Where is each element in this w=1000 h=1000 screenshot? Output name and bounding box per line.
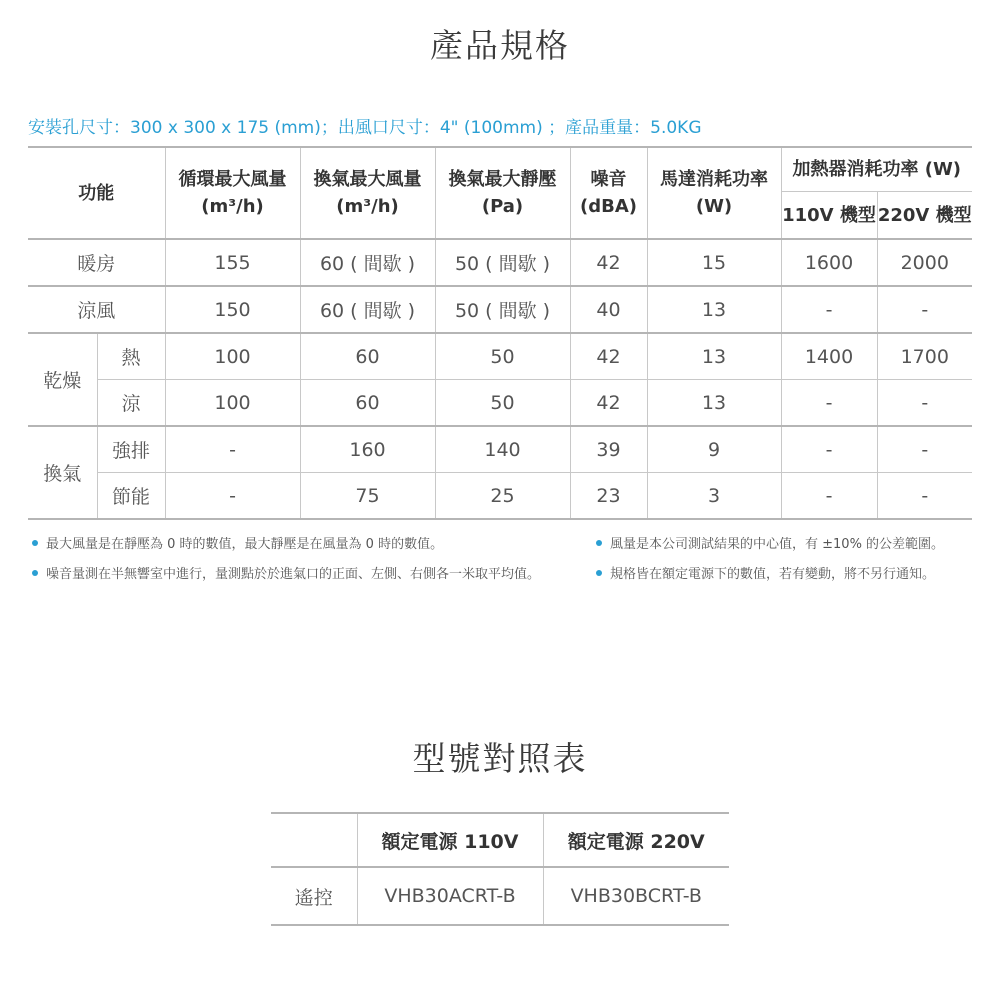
cell-noise: 40 (570, 286, 647, 333)
cell-static-pressure: 50 (435, 333, 570, 380)
cell-circulation-flow: 100 (165, 333, 300, 380)
note-item (32, 563, 540, 593)
cell-circulation-flow: 155 (165, 239, 300, 286)
header-circulation-flow-unit: (m³/h) (201, 196, 264, 217)
cell-ventilation-flow: 60 (300, 380, 435, 427)
cell-heater-220v: - (877, 473, 972, 520)
header-static-pressure-unit: (Pa) (481, 196, 524, 217)
bullet-icon (32, 570, 38, 576)
note-text: 風量是本公司測試結果的中心值，有 ±10% 的公差範圍。 (610, 537, 945, 552)
cell-motor-power: 13 (647, 380, 781, 427)
cell-heater-220v: - (877, 380, 972, 427)
cell-motor-power: 13 (647, 286, 781, 333)
notes-left (32, 533, 540, 593)
note-item (596, 533, 944, 563)
bullet-icon (596, 570, 602, 576)
cell-static-pressure: 50 ( 間歇 ) (435, 286, 570, 333)
row-function: 暖房 (28, 239, 165, 286)
header-static-pressure-label: 換氣最大靜壓 (448, 169, 557, 190)
header-220v-power: 額定電源 220V (543, 813, 729, 867)
cell-heater-110v: - (781, 380, 877, 427)
cell-heater-220v: 1700 (877, 333, 972, 380)
table-row (28, 426, 972, 473)
cell-static-pressure: 50 ( 間歇 ) (435, 239, 570, 286)
cell-static-pressure: 25 (435, 473, 570, 520)
header-220v-model: 220V 機型 (877, 192, 972, 240)
row-label-remote: 遙控 (271, 867, 357, 925)
note-item (596, 563, 944, 593)
header-ventilation-flow (300, 147, 435, 239)
header-blank (271, 813, 357, 867)
header-circulation-flow (165, 147, 300, 239)
note-text: 噪音量測在半無響室中進行，量測點於於進氣口的正面、左側、右側各一米取平均值。 (46, 567, 541, 582)
table-row (28, 333, 972, 380)
cell-ventilation-flow: 75 (300, 473, 435, 520)
row-function: 乾燥 (28, 333, 97, 426)
header-function: 功能 (28, 147, 165, 239)
model-table (271, 812, 729, 926)
cell-heater-220v: - (877, 426, 972, 473)
header-noise-label: 噪音 (590, 169, 627, 190)
cell-circulation-flow: 150 (165, 286, 300, 333)
cell-heater-110v: 1600 (781, 239, 877, 286)
cell-heater-220v: - (877, 286, 972, 333)
header-noise-unit: (dBA) (580, 196, 637, 217)
bullet-icon (32, 540, 38, 546)
cell-heater-220v: 2000 (877, 239, 972, 286)
header-110v-power: 額定電源 110V (357, 813, 543, 867)
installation-spec-line: 安裝孔尺寸：300 x 300 x 175 (mm)；出風口尺寸：4" (100mm) ；產品重量：5.0KG (28, 118, 702, 138)
header-noise (570, 147, 647, 239)
table-row (28, 286, 972, 333)
cell-noise: 23 (570, 473, 647, 520)
row-subfunction: 熱 (97, 333, 165, 380)
cell-noise: 42 (570, 380, 647, 427)
page-title: 產品規格 (430, 26, 570, 65)
note-item (32, 533, 540, 563)
note-text: 最大風量是在靜壓為 0 時的數值，最大靜壓是在風量為 0 時的數值。 (46, 537, 444, 552)
header-ventilation-flow-unit: (m³/h) (336, 196, 399, 217)
table-row (28, 380, 972, 427)
cell-ventilation-flow: 60 ( 間歇 ) (300, 239, 435, 286)
header-110v-model: 110V 機型 (781, 192, 877, 240)
row-subfunction: 涼 (97, 380, 165, 427)
table-header-row (271, 813, 729, 867)
header-heater-power: 加熱器消耗功率 (W) (781, 147, 972, 192)
cell-circulation-flow: - (165, 426, 300, 473)
header-motor-power-unit: (W) (695, 196, 733, 217)
cell-static-pressure: 50 (435, 380, 570, 427)
header-circulation-flow-label: 循環最大風量 (178, 169, 287, 190)
table-row (271, 867, 729, 925)
row-function: 換氣 (28, 426, 97, 519)
cell-heater-110v: - (781, 473, 877, 520)
notes-right (596, 533, 944, 593)
model-table-title: 型號對照表 (412, 739, 588, 778)
cell-noise: 42 (570, 333, 647, 380)
cell-ventilation-flow: 60 (300, 333, 435, 380)
cell-circulation-flow: 100 (165, 380, 300, 427)
cell-noise: 39 (570, 426, 647, 473)
cell-motor-power: 9 (647, 426, 781, 473)
header-motor-power (647, 147, 781, 239)
cell-heater-110v: - (781, 426, 877, 473)
cell-ventilation-flow: 60 ( 間歇 ) (300, 286, 435, 333)
header-motor-power-label: 馬達消耗功率 (660, 169, 768, 190)
spec-table (28, 146, 972, 520)
header-ventilation-flow-label: 換氣最大風量 (313, 169, 422, 190)
cell-circulation-flow: - (165, 473, 300, 520)
row-subfunction: 強排 (97, 426, 165, 473)
cell-heater-110v: - (781, 286, 877, 333)
cell-motor-power: 15 (647, 239, 781, 286)
cell-static-pressure: 140 (435, 426, 570, 473)
table-row (28, 239, 972, 286)
header-static-pressure (435, 147, 570, 239)
bullet-icon (596, 540, 602, 546)
cell-heater-110v: 1400 (781, 333, 877, 380)
cell-noise: 42 (570, 239, 647, 286)
row-subfunction: 節能 (97, 473, 165, 520)
cell-motor-power: 3 (647, 473, 781, 520)
cell-motor-power: 13 (647, 333, 781, 380)
table-row (28, 473, 972, 520)
note-text: 規格皆在額定電源下的數值，若有變動，將不另行通知。 (610, 567, 936, 582)
cell-model-220v: VHB30BCRT-B (543, 867, 729, 925)
row-function: 涼風 (28, 286, 165, 333)
cell-model-110v: VHB30ACRT-B (357, 867, 543, 925)
cell-ventilation-flow: 160 (300, 426, 435, 473)
